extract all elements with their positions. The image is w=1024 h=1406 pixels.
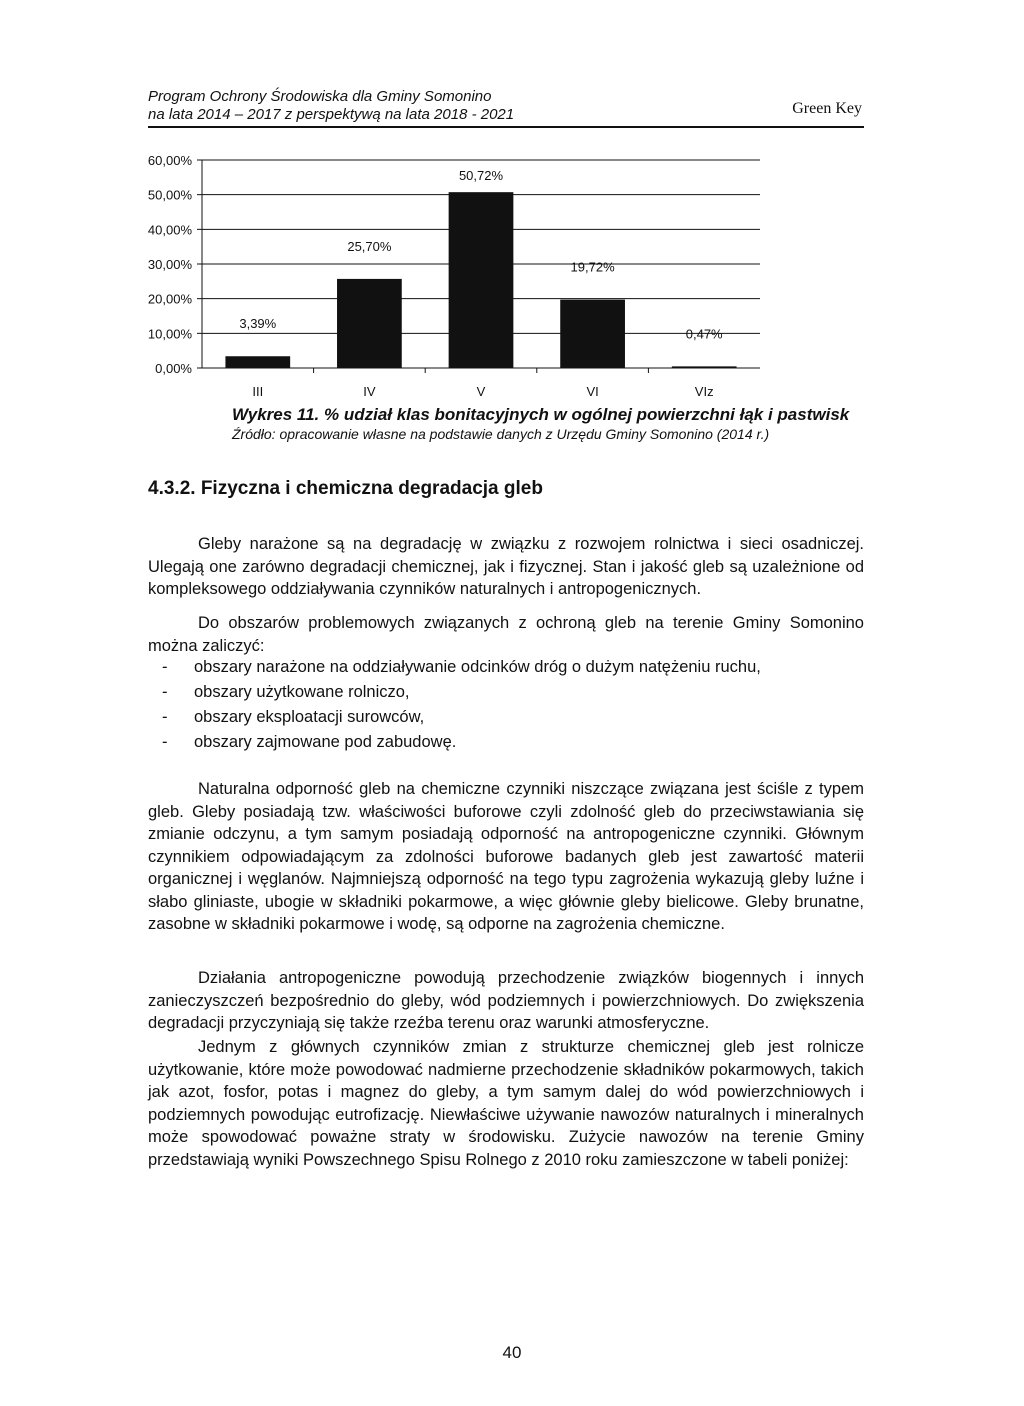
y-tick-label: 50,00%	[147, 187, 192, 203]
data-label: 25,70%	[347, 238, 392, 254]
paragraph-4: Działania antropogeniczne powodują przechodzenie związków biogennych i innych zanieczyszczeń bezpośrednio do gleby, wód podziemnych i powierzchniowych. Do zwiększenia degradacji przyczyniają się także rzeźba terenu oraz warunki atmosferyczne.	[148, 969, 864, 1032]
page-header	[148, 88, 864, 130]
category-label: III	[252, 384, 264, 399]
y-tick-label: 30,00%	[147, 257, 192, 272]
list-item: - obszary zajmowane pod zabudowę.	[162, 730, 761, 755]
data-label: 50,72%	[458, 168, 504, 183]
category-label: V	[476, 384, 486, 399]
header-rule	[148, 126, 864, 128]
section-heading: 4.3.2. Fizyczna i chemiczna degradacja gleb	[148, 478, 543, 499]
header-line-2: na lata 2014 – 2017 z perspektywą na lata 2018 - 2021	[148, 106, 515, 123]
list-item: - obszary eksploatacji surowców,	[162, 705, 761, 730]
data-label: 3,39%	[239, 316, 277, 332]
header-program-title	[148, 88, 514, 124]
problem-areas-list	[162, 655, 761, 755]
paragraph-5: Jednym z głównych czynników zmian z strukturze chemicznej gleb jest rolnicze użytkowanie, które może powodować nadmierne przechodzenie składników pokarmowych, takich jak azot, fosfor, potas i magnez do gleby, a tym samym dalej do wód powierzchniowych i podziemnych powodując eutrofizację. Niewłaściwe używanie nawozów naturalnych i mineralnych może spowodować poważne straty w środowisku. Zużycie nawozów na terenie Gminy przedstawiają wyniki Powszechnego Spisu Rolnego z 2010 roku zamieszczone w tabeli poniżej:	[148, 1038, 864, 1169]
chart-caption	[232, 404, 852, 443]
category-label: VIz	[694, 384, 714, 399]
bar-vi	[560, 300, 625, 368]
y-tick-label: 40,00%	[147, 222, 192, 238]
category-label: VI	[586, 384, 599, 399]
paragraph-1: Gleby narażone są na degradację w związku z rozwojem rolnictwa i sieci osadniczej. Ulegają one zarówno degradacji chemicznej, jak i fizycznej. Stan i jakość gleb są uzależnione od kompleksowego oddziaływania czynników naturalnych i antropogenicznych.	[148, 535, 864, 598]
y-tick-label: 20,00%	[147, 291, 192, 307]
soil-class-bar-chart	[100, 148, 800, 400]
bar-viz	[672, 366, 737, 368]
bar-iii	[225, 356, 290, 368]
data-label: 0,47%	[685, 326, 723, 342]
category-label: IV	[363, 384, 376, 399]
paragraph-3: Naturalna odporność gleb na chemiczne czynniki niszczące związana jest ściśle z typem gleb. Gleby posiadają tzw. właściwości buforowe czyli zdolność gleb do przeciwstawiania się zmianie odczynu, a tym samym posiadają odporność na antropogeniczne czynniki. Głównym czynnikiem odpowiadającym za zdolności buforowe badanych gleb jest zawartość materii organicznej i węglanów. Najmniejszą odporność na tego typu zagrożenia wykazują gleby luźne i słabo gliniaste, ubogie w składniki pokarmowe, a więc głównie gleby bielicowe. Gleby brunatne, zasobne w składniki pokarmowe i wodę, są odporne na zagrożenia chemiczne.	[148, 780, 864, 933]
list-item: - obszary użytkowane rolniczo,	[162, 680, 761, 705]
y-tick-label: 60,00%	[147, 153, 192, 168]
chart-bars	[225, 192, 736, 368]
y-tick-label: 0,00%	[155, 361, 192, 376]
bar-v	[449, 192, 514, 368]
chart-caption-title: Wykres 11. % udział klas bonitacyjnych w ogólnej powierzchni łąk i pastwisk	[232, 405, 850, 424]
header-line-1: Program Ochrony Środowiska dla Gminy Somonino	[148, 88, 492, 105]
paragraph-2: Do obszarów problemowych związanych z ochroną gleb na terenie Gminy Somonino można zaliczyć:	[148, 614, 864, 655]
y-tick-label: 10,00%	[147, 326, 192, 342]
list-item: - obszary narażone na oddziaływanie odcinków dróg o dużym natężeniu ruchu,	[162, 655, 761, 680]
chart-y-ticks	[148, 153, 193, 376]
chart-caption-source: Źródło: opracowanie własne na podstawie danych z Urzędu Gminy Somonino (2014 r.)	[232, 426, 770, 442]
page-number: 40	[502, 1343, 522, 1362]
header-brand: Green Key	[792, 100, 862, 117]
chart-category-labels	[252, 384, 713, 399]
bar-iv	[337, 279, 402, 368]
data-label: 19,72%	[570, 259, 615, 275]
